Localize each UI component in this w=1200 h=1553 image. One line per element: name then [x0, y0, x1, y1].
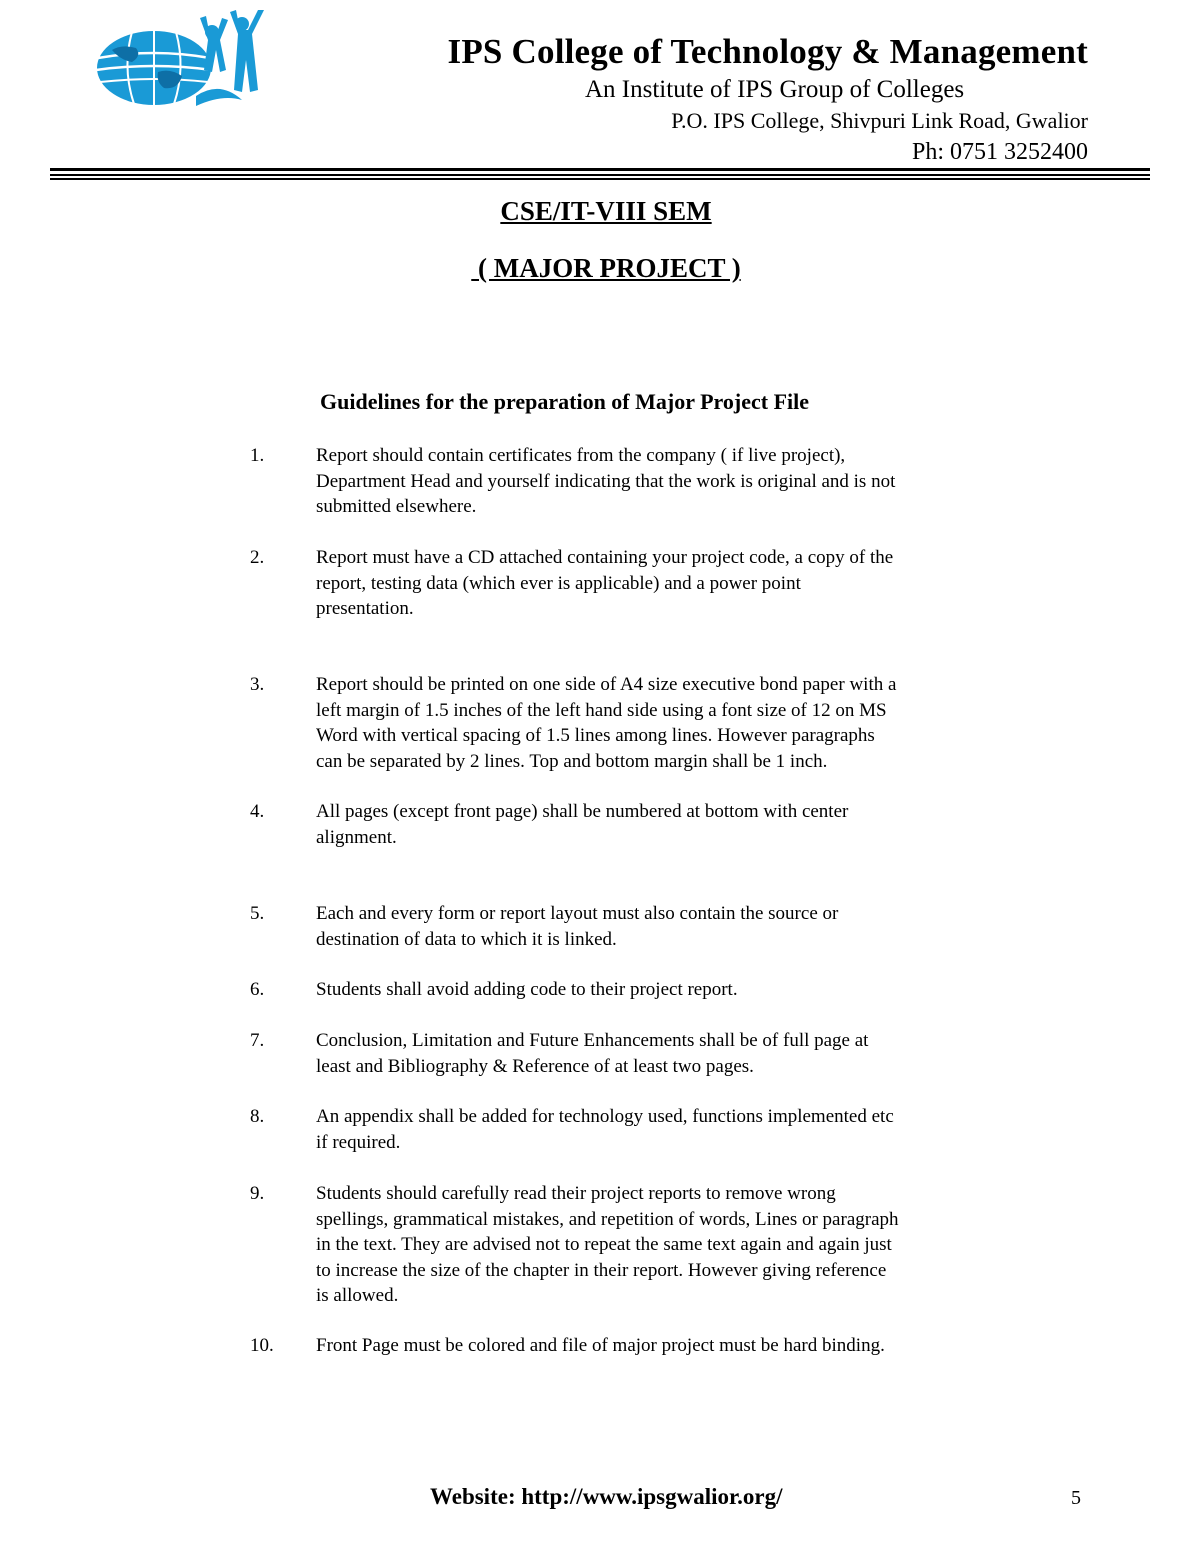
list-item-text: Conclusion, Limitation and Future Enhancements shall be of full page at least and Bibliography & Reference of at least two pages. — [316, 1030, 869, 1077]
list-item-number: 8. — [250, 1106, 265, 1127]
header-divider — [50, 168, 1150, 171]
list-item-text: All pages (except front page) shall be numbered at bottom with center alignment. — [316, 801, 849, 848]
semester-title: CSE/IT-VIII SEM — [500, 196, 712, 226]
list-item-text: Report should be printed on one side of A4 size executive bond paper with a left margin of 1.5 inches of the left hand side using a font size of 12 on MS Word with vertical spacing of 1.5 lines among lines. However paragraphs can be separated by 2 lines. Top and bottom margin shall be 1 inch. — [316, 674, 897, 772]
footer-website: Website: http://www.ipsgwalior.org/ — [430, 1484, 783, 1509]
project-title: ( MAJOR PROJECT ) — [471, 253, 741, 283]
list-item-text: Students shall avoid adding code to their project report. — [316, 979, 738, 1000]
list-item-text: Report should contain certificates from the company ( if live project), Department Head and yourself indicating that the work is original and is not submitted elsewhere. — [316, 445, 896, 517]
header-divider — [50, 178, 1150, 180]
phone-line: Ph: 0751 3252400 — [911, 139, 1088, 165]
list-item-number: 9. — [250, 1183, 265, 1204]
list-item-number: 7. — [250, 1030, 265, 1051]
list-item-text: An appendix shall be added for technology used, functions implemented etc if required. — [316, 1106, 894, 1153]
list-item-number: 2. — [250, 547, 265, 568]
list-item-number: 6. — [250, 979, 265, 1000]
address-line: P.O. IPS College, Shivpuri Link Road, Gwalior — [671, 108, 1088, 133]
list-item-text: Each and every form or report layout must also contain the source or destination of data to which it is linked. — [316, 903, 839, 950]
list-item-number: 10. — [250, 1335, 274, 1356]
college-logo-icon — [92, 10, 274, 122]
college-name: IPS College of Technology & Management — [447, 32, 1088, 71]
header-divider — [50, 174, 1150, 176]
list-item-text: Students should carefully read their project reports to remove wrong spellings, grammatical mistakes, and repetition of words, Lines or paragraph in the text. They are advised not to repeat the same text again and again just to increase the size of the chapter in their report. However giving reference is allowed. — [316, 1183, 899, 1306]
institute-line: An Institute of IPS Group of Colleges — [585, 76, 965, 103]
page-number: 5 — [1071, 1487, 1081, 1509]
guidelines-heading: Guidelines for the preparation of Major Project File — [320, 389, 810, 414]
list-item-number: 3. — [250, 674, 265, 695]
list-item-number: 4. — [250, 801, 265, 822]
list-item-number: 1. — [250, 445, 265, 466]
list-item-text: Report must have a CD attached containing your project code, a copy of the report, testing data (which ever is applicable) and a power point presentation. — [316, 547, 894, 619]
list-item-text: Front Page must be colored and file of major project must be hard binding. — [316, 1335, 885, 1356]
list-item-number: 5. — [250, 903, 265, 924]
